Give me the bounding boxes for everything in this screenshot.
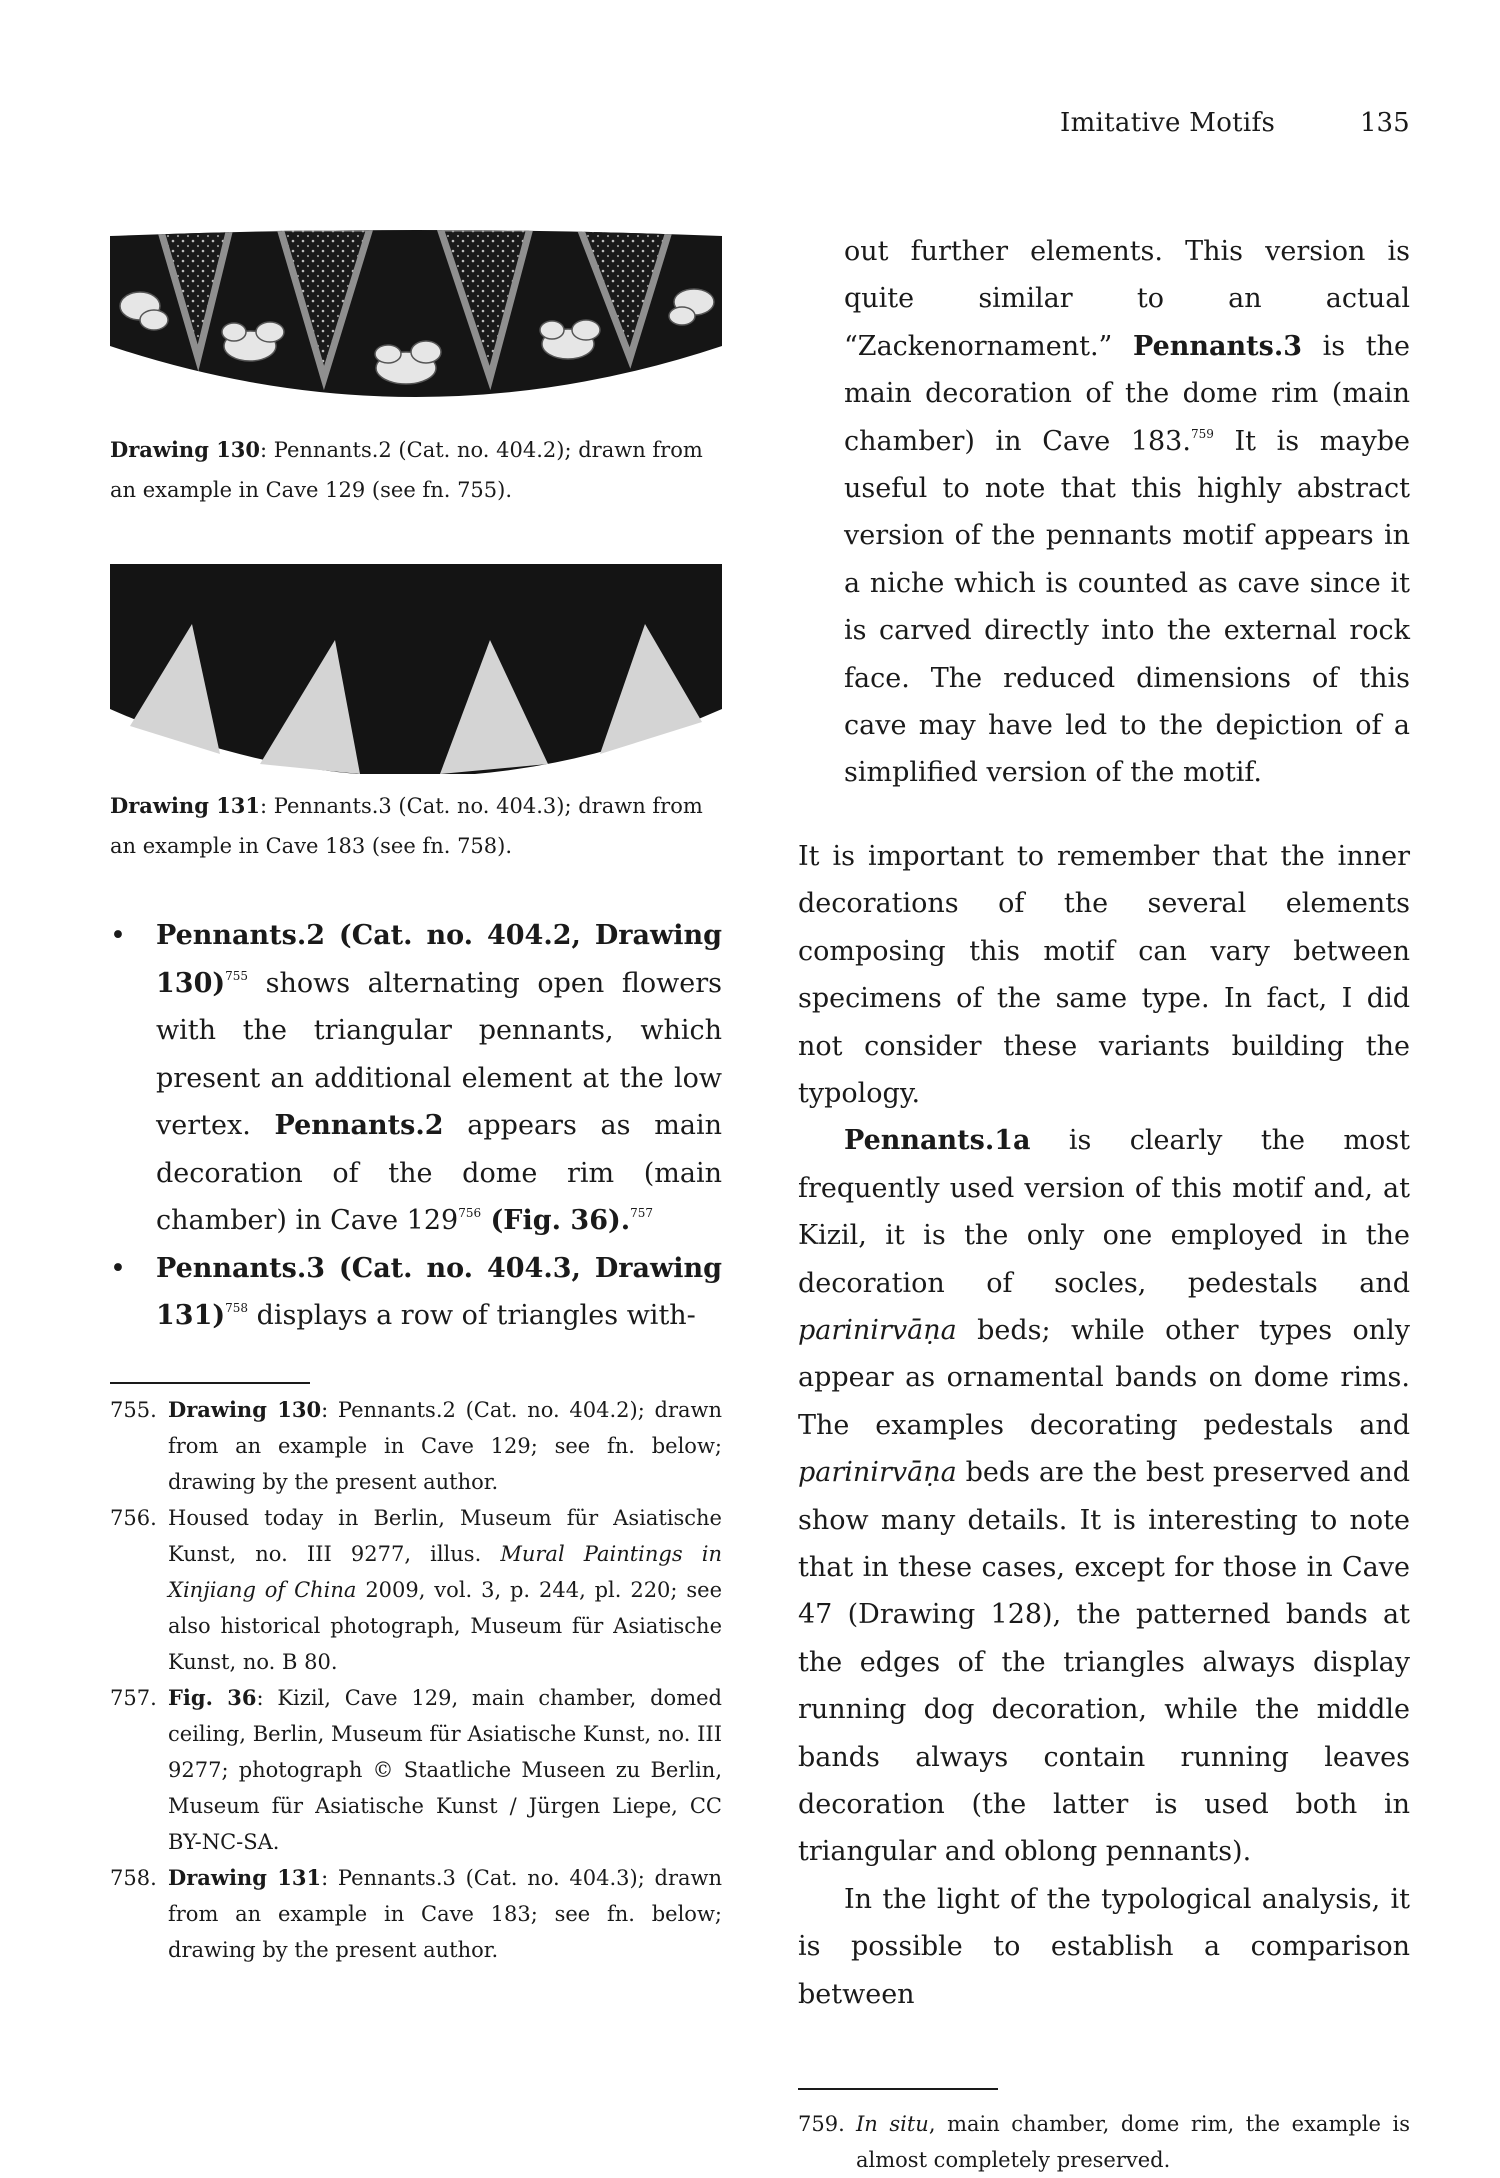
caption-text: : Pennants.2 (Cat. no. 404.2); drawn from an example in Cave 129 (see fn. 755). xyxy=(110,438,703,502)
footnote-757: 757. Fig. 36: Kizil, Cave 129, main chamber, domed ceiling, Berlin, Museum für Asiatische Kunst, no. III 9277; photograph © Staatliche Museen zu Berlin, Museum für Asiatische Kunst / Jürgen Liepe, CC BY-NC-SA. xyxy=(110,1684,722,1854)
right-column xyxy=(798,228,1410,2178)
paragraph-typological-analysis: In the light of the typological analysis, it is possible to establish a comparison between xyxy=(798,1883,1410,2010)
paragraph-inner-decorations: It is important to remember that the inner decorations of the several elements composing this motif can vary between specimens of the same type. In fact, I did not consider these variants building the typology. xyxy=(798,840,1410,1109)
running-header xyxy=(0,108,1500,148)
drawing-131-caption xyxy=(110,786,722,866)
footnote-758: 758. Drawing 131: Pennants.3 (Cat. no. 404.3); drawn from an example in Cave 183; see fn. below; drawing by the present author. xyxy=(110,1864,722,1962)
footnote-759: 759. In situ, main chamber, dome rim, the example is almost completely preserved. xyxy=(798,2112,1411,2173)
page-number: 135 xyxy=(1360,108,1410,138)
drawing-130-caption xyxy=(110,430,722,510)
caption-label: Drawing 131 xyxy=(110,793,261,818)
paragraph-pennants-1a: Pennants.1a is clearly the most frequently used version of this motif and, at Kizil, it is the only one employed in the decoration of socles, pedestals and parinirvāṇa beds; while other types only appear as ornamental bands on dome rims. The examples decorating pedestals and parinirvāṇa beds are the best preserved and show many details. It is interesting to note that in these cases, except for those in Cave 47 (Drawing 128), the patterned bands at the edges of the triangles always display running dog decoration, while the middle bands always contain running leaves decoration (the latter is used both in triangular and oblong pennants). xyxy=(798,1125,1410,1868)
left-column xyxy=(110,228,722,1968)
caption-text: : Pennants.3 (Cat. no. 404.3); drawn from an example in Cave 183 (see fn. 758). xyxy=(110,794,703,858)
footnote-755: 755. Drawing 130: Pennants.2 (Cat. no. 404.2); drawn from an example in Cave 129; see fn. below; drawing by the present author. xyxy=(110,1396,722,1494)
bullet-pennants-2: • Pennants.2 (Cat. no. 404.2, Drawing 130)$^{755}$ shows alternating open flowers with the triangular pennants, which present an additional element at the low vertex. Pennants.2 appears as main decoration of the dome rim (main chamber) in Cave $129^{756}$ (Fig. 36).$^{757}$ xyxy=(110,912,722,1245)
bullet-continuation: out further elements. This version is quite similar to an actual “Zackenornament.” Pennants.3 is the main decoration of the dome rim (main chamber) in Cave 183.$^{759}$ It is maybe useful to note that this highly abstract version of the pennants motif appears in a niche which is counted as cave since it is carved directly into the external rock face. The reduced dimensions of this cave may have led to the depiction of a simplified version of the motif. xyxy=(844,236,1410,789)
bullet-pennants-3: • Pennants.3 (Cat. no. 404.3, Drawing 131)$^{758}$ displays a row of triangles with- xyxy=(110,1245,722,1340)
drawing-130-figure xyxy=(110,228,722,418)
bullet-list xyxy=(110,912,722,1340)
caption-label: Drawing 130 xyxy=(110,437,261,462)
footnote-756: 756. Housed today in Berlin, Museum für Asiatische Kunst, no. III 9277, illus. Mural Paintings in Xinjiang of China 2009, vol. 3, p. 244, pl. 220; see also historical photograph, Museum für Asiatische Kunst, no. B 80. xyxy=(110,1505,722,1674)
footnote-divider xyxy=(798,2088,998,2090)
footnote-divider xyxy=(110,1382,310,1384)
section-title: Imitative Motifs xyxy=(1060,108,1276,138)
drawing-131-figure xyxy=(110,564,722,774)
